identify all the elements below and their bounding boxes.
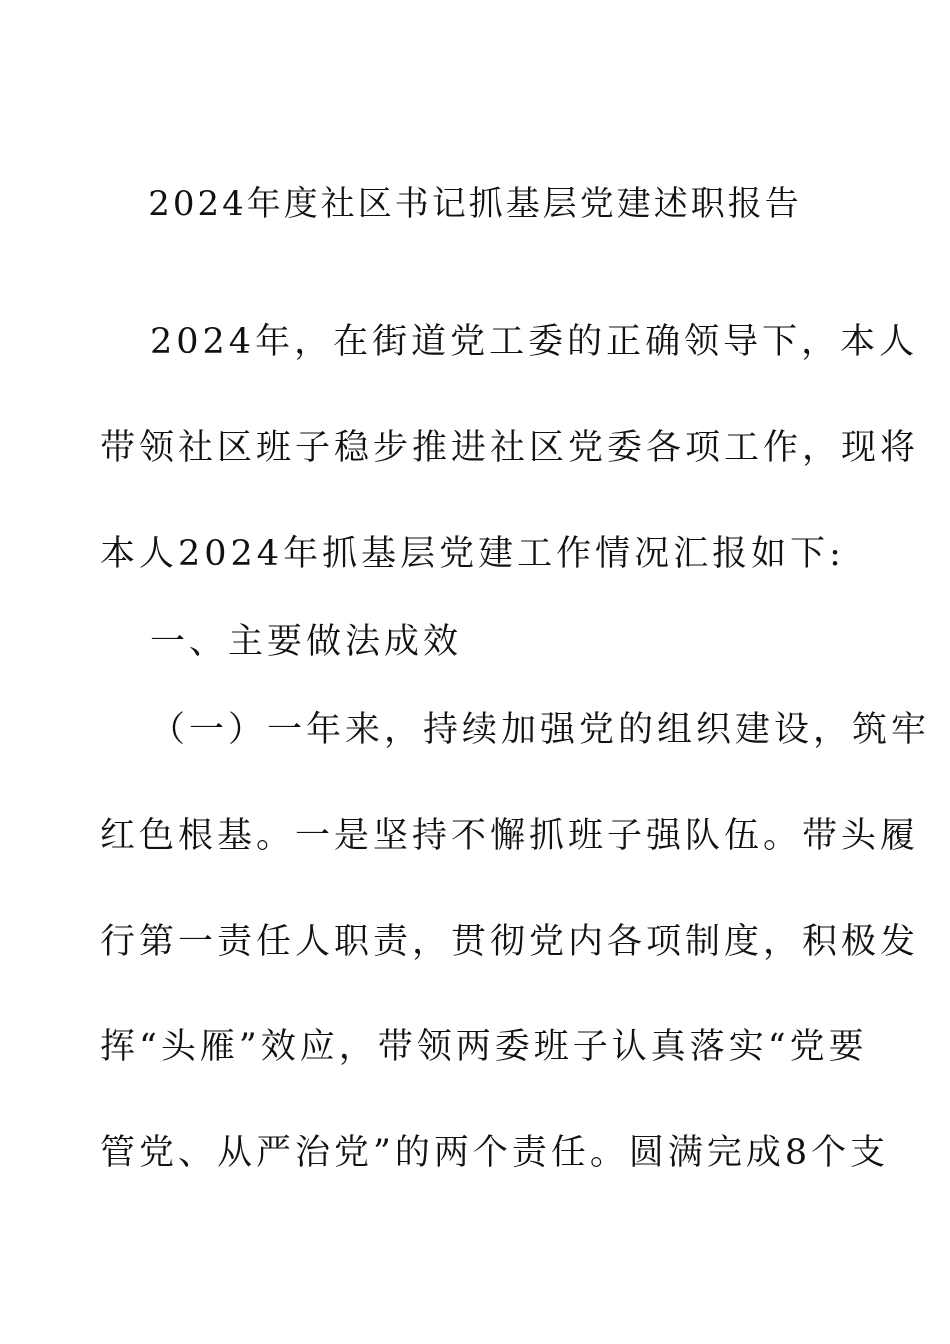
body-line-5: 管党、从严治党”的两个责任。圆满完成8个支: [100, 1133, 890, 1173]
document-title: 2024年度社区书记抓基层党建述职报告: [148, 184, 802, 224]
section-heading: 一、主要做法成效: [150, 622, 463, 662]
intro-line-1: 2024年，在街道党工委的正确领导下，本人: [150, 322, 919, 362]
body-line-1: （一）一年来，持续加强党的组织建设，筑牢: [150, 710, 931, 750]
intro-line-2: 带领社区班子稳步推进社区党委各项工作，现将: [100, 428, 920, 468]
body-line-3: 行第一责任人职责，贯彻党内各项制度，积极发: [100, 922, 920, 962]
body-line-4: 挥“头雁”效应，带领两委班子认真落实“党要: [100, 1027, 868, 1067]
intro-line-3: 本人2024年抓基层党建工作情况汇报如下:: [100, 534, 845, 574]
body-line-2: 红色根基。一是坚持不懈抓班子强队伍。带头履: [100, 816, 920, 856]
